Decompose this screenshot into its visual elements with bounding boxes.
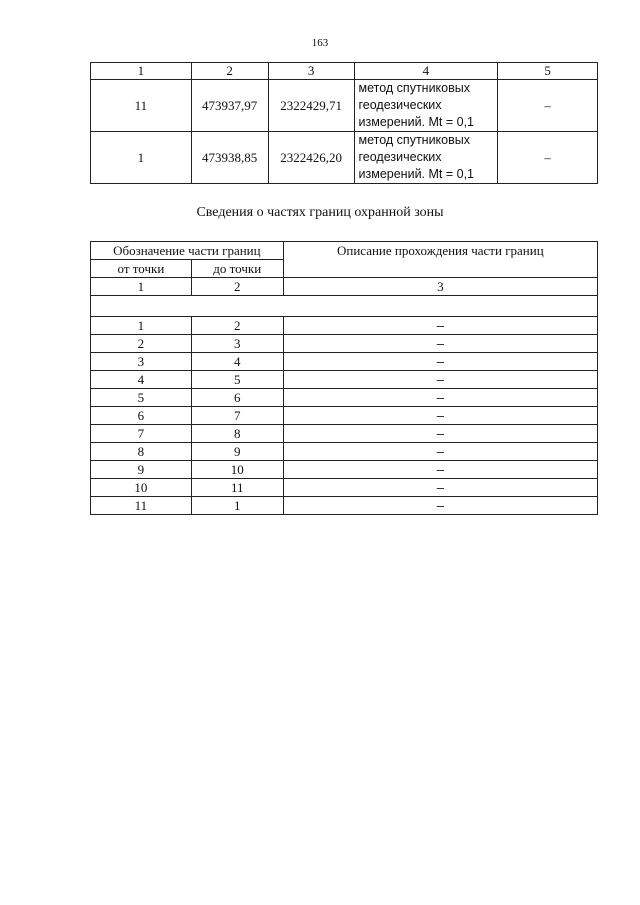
from-point: 11 bbox=[91, 497, 192, 515]
header-cell: 2 bbox=[191, 63, 268, 80]
to-point: 2 bbox=[191, 317, 283, 335]
coordinates-table-header-row bbox=[91, 63, 598, 80]
empty-row bbox=[91, 296, 598, 317]
part-description: – bbox=[283, 497, 597, 515]
part-description: – bbox=[283, 443, 597, 461]
to-point: 10 bbox=[191, 461, 283, 479]
point-number: 1 bbox=[91, 132, 192, 184]
from-point: 10 bbox=[91, 479, 192, 497]
table-row bbox=[91, 479, 598, 497]
from-point: 2 bbox=[91, 335, 192, 353]
table-row bbox=[91, 317, 598, 335]
from-point: 8 bbox=[91, 443, 192, 461]
header-cell: 4 bbox=[354, 63, 498, 80]
part-description: – bbox=[283, 389, 597, 407]
boundary-table-header-row bbox=[91, 242, 598, 260]
part-description: – bbox=[283, 353, 597, 371]
table-row bbox=[91, 353, 598, 371]
part-description: – bbox=[283, 407, 597, 425]
to-point: 4 bbox=[191, 353, 283, 371]
method-line: измерений. Mt = 0,1 bbox=[358, 115, 475, 129]
table-row bbox=[91, 407, 598, 425]
table-row bbox=[91, 371, 598, 389]
header-cell: 2 bbox=[191, 278, 283, 296]
method-line: измерений. Mt = 0,1 bbox=[358, 167, 475, 181]
part-description: – bbox=[283, 317, 597, 335]
description-header: Описание прохождения части границ bbox=[283, 242, 597, 278]
to-point: 3 bbox=[191, 335, 283, 353]
method-cell bbox=[354, 132, 498, 184]
from-point-header: от точки bbox=[91, 260, 192, 278]
part-description: – bbox=[283, 335, 597, 353]
to-point: 7 bbox=[191, 407, 283, 425]
coordinates-table bbox=[90, 62, 598, 184]
coordinate-x: 473937,97 bbox=[191, 80, 268, 132]
method-line: геодезических bbox=[358, 98, 442, 112]
from-point: 4 bbox=[91, 371, 192, 389]
table-row bbox=[91, 497, 598, 515]
part-description: – bbox=[283, 461, 597, 479]
from-point: 7 bbox=[91, 425, 192, 443]
from-point: 3 bbox=[91, 353, 192, 371]
from-point: 1 bbox=[91, 317, 192, 335]
point-description: – bbox=[498, 132, 598, 184]
from-point: 5 bbox=[91, 389, 192, 407]
to-point: 11 bbox=[191, 479, 283, 497]
coordinate-y: 2322426,20 bbox=[268, 132, 354, 184]
section-title: Сведения о частях границ охранной зоны bbox=[196, 205, 444, 220]
table-row bbox=[91, 335, 598, 353]
from-point: 9 bbox=[91, 461, 192, 479]
method-line: метод спутниковых bbox=[358, 133, 470, 147]
empty-cell bbox=[91, 296, 598, 317]
to-point-header: до точки bbox=[191, 260, 283, 278]
header-cell: 5 bbox=[498, 63, 598, 80]
boundary-parts-table bbox=[90, 241, 598, 515]
to-point: 5 bbox=[191, 371, 283, 389]
part-description: – bbox=[283, 425, 597, 443]
header-cell: 1 bbox=[91, 278, 192, 296]
coordinate-x: 473938,85 bbox=[191, 132, 268, 184]
header-cell: 3 bbox=[283, 278, 597, 296]
method-cell bbox=[354, 80, 498, 132]
table-row bbox=[91, 461, 598, 479]
table-row bbox=[91, 443, 598, 461]
to-point: 9 bbox=[191, 443, 283, 461]
to-point: 1 bbox=[191, 497, 283, 515]
part-description: – bbox=[283, 479, 597, 497]
to-point: 6 bbox=[191, 389, 283, 407]
header-cell: 1 bbox=[91, 63, 192, 80]
boundary-table-number-row bbox=[91, 278, 598, 296]
method-line: метод спутниковых bbox=[358, 81, 470, 95]
point-number: 11 bbox=[91, 80, 192, 132]
table-row bbox=[91, 132, 598, 184]
header-cell: 3 bbox=[268, 63, 354, 80]
table-row bbox=[91, 389, 598, 407]
table-row bbox=[91, 80, 598, 132]
table-row bbox=[91, 425, 598, 443]
from-point: 6 bbox=[91, 407, 192, 425]
group-header: Обозначение части границ bbox=[91, 242, 284, 260]
coordinate-y: 2322429,71 bbox=[268, 80, 354, 132]
page-number: 163 bbox=[311, 37, 329, 49]
point-description: – bbox=[498, 80, 598, 132]
to-point: 8 bbox=[191, 425, 283, 443]
method-line: геодезических bbox=[358, 150, 442, 164]
part-description: – bbox=[283, 371, 597, 389]
